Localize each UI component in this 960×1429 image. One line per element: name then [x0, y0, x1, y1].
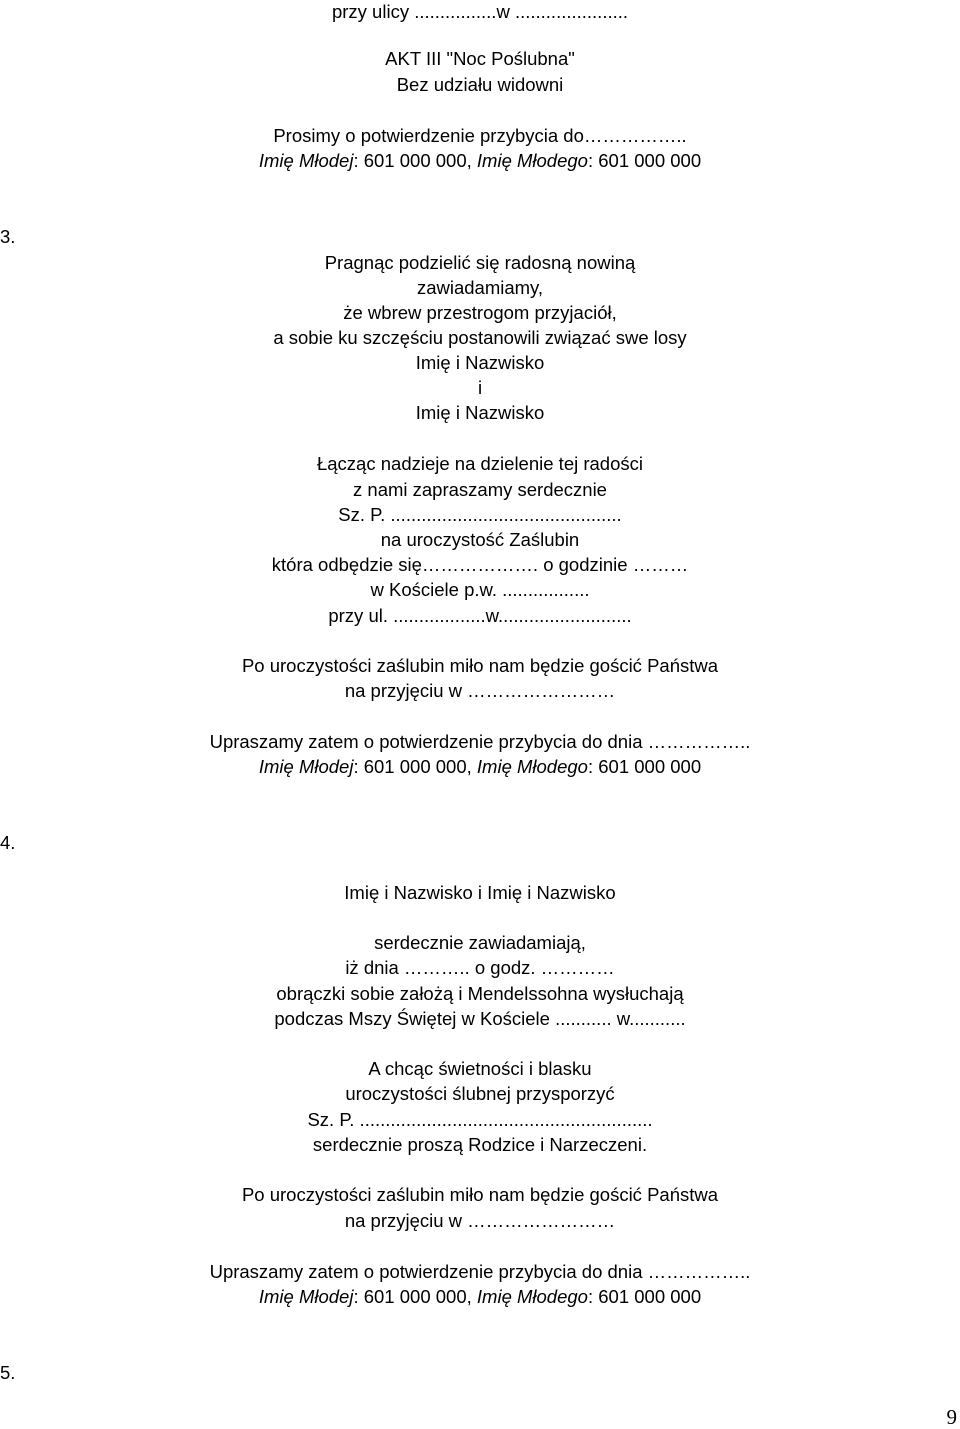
announcement-line: serdecznie zawiadamiają, [374, 932, 586, 953]
announcement-line: obrączki sobie założą i Mendelssohna wysłuchają [276, 983, 684, 1004]
reception-venue-line: na przyjęciu w …………………… [344, 1210, 616, 1231]
invitation-line: na uroczystość Zaślubin [380, 529, 580, 550]
reception-venue-line: na przyjęciu w …………………… [344, 680, 616, 701]
groom-phone: : 601 000 000 [587, 756, 702, 777]
contact-line [0, 149, 960, 173]
name-placeholder: Imię i Nazwisko [415, 352, 545, 373]
rsvp-line: Upraszamy zatem o potwierdzenie przybycia do dnia …………….. [209, 1261, 751, 1282]
date-time-line: która odbędzie się………………. o godzinie ……… [271, 554, 689, 575]
announcement-line: Pragnąc podzielić się radosną nowiną [324, 252, 636, 273]
conjunction: i [477, 377, 483, 398]
invitation-line: z nami zapraszamy serdecznie [353, 479, 607, 500]
invitation-line: serdecznie proszą Rodzice i Narzeczeni. [312, 1134, 648, 1155]
guest-line: Sz. P. ............................................. [338, 504, 622, 525]
bride-label: Imię Młodej [258, 756, 354, 777]
bride-phone: : 601 000 000, [353, 150, 477, 171]
rsvp-line: Upraszamy zatem o potwierdzenie przybycia do dnia …………….. [209, 731, 751, 752]
bride-phone: : 601 000 000, [353, 756, 477, 777]
church-line: podczas Mszy Świętej w Kościele ........... w........... [274, 1008, 686, 1029]
name-placeholder: Imię i Nazwisko [415, 402, 545, 423]
invitation-line: uroczystości ślubnej przysporzyć [345, 1083, 615, 1104]
bride-phone: : 601 000 000, [353, 1286, 477, 1307]
announcement-line: zawiadamiamy, [416, 277, 544, 298]
rsvp-line: Prosimy o potwierdzenie przybycia do…………….. [273, 125, 687, 146]
couple-names: Imię i Nazwisko i Imię i Nazwisko [344, 882, 616, 903]
contact-line [0, 1285, 960, 1309]
church-line: w Kościele p.w. ................. [370, 579, 590, 600]
invitation-line: Łącząc nadzieje na dzielenie tej radości [316, 453, 643, 474]
announcement-line: a sobie ku szczęściu postanowili związać swe losy [273, 327, 687, 348]
bride-label: Imię Młodej [258, 150, 354, 171]
invitation-number: 3. [0, 226, 16, 247]
guest-line: Sz. P. ......................................................... [307, 1109, 653, 1130]
announcement-line: że wbrew przestrogom przyjaciół, [343, 302, 617, 323]
act-title: AKT III "Noc Poślubna" [385, 48, 575, 69]
address-line: przy ulicy ................w ...................... [331, 1, 629, 22]
contact-line [0, 755, 960, 779]
reception-line: Po uroczystości zaślubin miło nam będzie gościć Państwa [241, 1184, 719, 1205]
invitation-number: 4. [0, 832, 16, 853]
reception-line: Po uroczystości zaślubin miło nam będzie gościć Państwa [241, 655, 719, 676]
groom-phone: : 601 000 000 [587, 1286, 702, 1307]
groom-label: Imię Młodego [476, 1286, 588, 1307]
bride-label: Imię Młodej [258, 1286, 354, 1307]
date-time-line: iż dnia ……….. o godz. ………… [345, 957, 615, 978]
act-note: Bez udziału widowni [396, 74, 564, 95]
groom-label: Imię Młodego [476, 756, 588, 777]
invitation-line: A chcąc świetności i blasku [368, 1058, 592, 1079]
street-line: przy ul. ..................w.......................... [328, 605, 632, 626]
groom-phone: : 601 000 000 [587, 150, 702, 171]
page-number: 9 [946, 1405, 957, 1429]
invitation-number: 5. [0, 1362, 16, 1383]
groom-label: Imię Młodego [476, 150, 588, 171]
